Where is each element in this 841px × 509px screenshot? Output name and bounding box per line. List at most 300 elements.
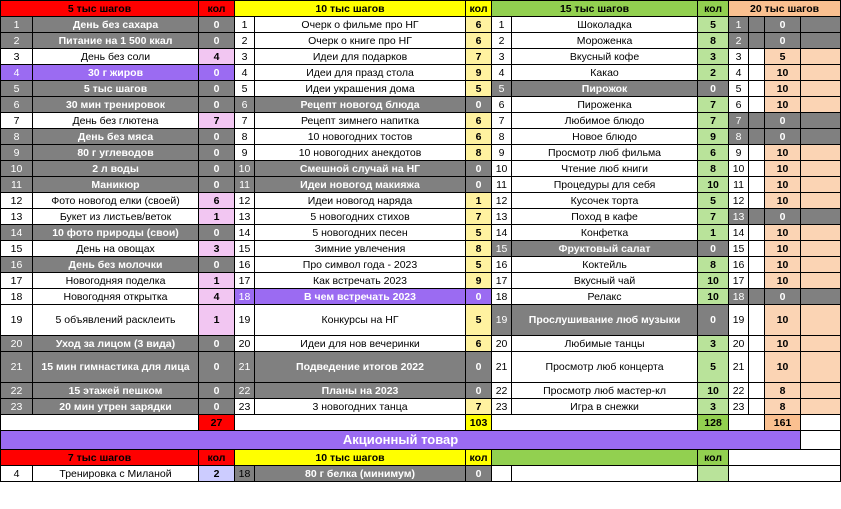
task-row xyxy=(1,33,841,49)
task-number-10k: 23 xyxy=(235,399,255,415)
task-number-15k: 12 xyxy=(492,193,512,209)
task-spacer-20k xyxy=(749,399,765,415)
task-number-5k: 21 xyxy=(1,352,33,383)
task-count-5k: 1 xyxy=(199,273,235,289)
task-row xyxy=(1,383,841,399)
totals-row xyxy=(1,415,841,431)
promo-task-15k xyxy=(512,466,698,482)
task-count-15k: 1 xyxy=(698,225,729,241)
task-number-15k: 9 xyxy=(492,145,512,161)
task-spacer-20k xyxy=(749,305,765,336)
header-15k-kol: кол xyxy=(698,1,729,17)
task-number-20k: 23 xyxy=(729,399,749,415)
task-spacer-20k xyxy=(749,81,765,97)
task-count-20k: 8 xyxy=(765,399,801,415)
task-number-5k: 18 xyxy=(1,289,33,305)
task-row xyxy=(1,161,841,177)
task-count-5k: 4 xyxy=(199,49,235,65)
task-name-15k: Просмотр люб концерта xyxy=(512,352,698,383)
task-number-20k: 14 xyxy=(729,225,749,241)
task-count-5k: 0 xyxy=(199,65,235,81)
task-row xyxy=(1,65,841,81)
promo-row xyxy=(1,466,841,482)
task-spacer-20k xyxy=(749,289,765,305)
task-pad-20k xyxy=(801,399,841,415)
task-count-10k: 0 xyxy=(466,289,492,305)
task-pad-20k xyxy=(801,193,841,209)
task-number-10k: 4 xyxy=(235,65,255,81)
task-name-15k: Любимое блюдо xyxy=(512,113,698,129)
task-pad-20k xyxy=(801,257,841,273)
promo-header-row xyxy=(1,450,841,466)
task-count-10k: 6 xyxy=(466,129,492,145)
task-name-15k: Любимые танцы xyxy=(512,336,698,352)
task-spacer-20k xyxy=(749,17,765,33)
task-number-15k: 22 xyxy=(492,383,512,399)
promo-header-10k: 10 тыс шагов xyxy=(235,450,466,466)
task-name-10k: Рецепт новогод блюда xyxy=(255,97,466,113)
task-row xyxy=(1,113,841,129)
task-row xyxy=(1,129,841,145)
task-count-20k: 10 xyxy=(765,97,801,113)
task-number-20k: 3 xyxy=(729,49,749,65)
task-number-5k: 4 xyxy=(1,65,33,81)
promo-header-15k-kol: кол xyxy=(698,450,729,466)
task-name-10k: 10 новогодних анекдотов xyxy=(255,145,466,161)
task-name-10k: Как встречать 2023 xyxy=(255,273,466,289)
task-number-20k: 8 xyxy=(729,129,749,145)
task-number-20k: 2 xyxy=(729,33,749,49)
task-pad-20k xyxy=(801,289,841,305)
task-pad-20k xyxy=(801,17,841,33)
task-spacer-20k xyxy=(749,336,765,352)
task-row xyxy=(1,225,841,241)
task-number-10k: 18 xyxy=(235,289,255,305)
task-count-5k: 1 xyxy=(199,305,235,336)
task-number-20k: 18 xyxy=(729,289,749,305)
task-name-10k: Идеи для подарков xyxy=(255,49,466,65)
task-name-10k: Смешной случай на НГ xyxy=(255,161,466,177)
task-count-10k: 5 xyxy=(466,81,492,97)
task-name-15k: Кусочек торта xyxy=(512,193,698,209)
task-row xyxy=(1,49,841,65)
task-count-10k: 7 xyxy=(466,399,492,415)
task-number-10k: 21 xyxy=(235,352,255,383)
task-number-20k: 15 xyxy=(729,241,749,257)
task-count-15k: 10 xyxy=(698,383,729,399)
header-15k: 15 тыс шагов xyxy=(492,1,698,17)
task-name-5k: 10 фото природы (свои) xyxy=(33,225,199,241)
task-number-20k: 4 xyxy=(729,65,749,81)
task-row xyxy=(1,257,841,273)
promo-header-15k xyxy=(492,450,698,466)
task-name-10k: 5 новогодних песен xyxy=(255,225,466,241)
task-count-20k: 10 xyxy=(765,305,801,336)
task-count-15k: 7 xyxy=(698,209,729,225)
task-count-20k: 10 xyxy=(765,241,801,257)
task-name-15k: Игра в снежки xyxy=(512,399,698,415)
task-name-10k: В чем встречать 2023 xyxy=(255,289,466,305)
task-count-15k: 0 xyxy=(698,81,729,97)
task-name-5k: 15 этажей пешком xyxy=(33,383,199,399)
task-row xyxy=(1,193,841,209)
task-name-15k: Коктейль xyxy=(512,257,698,273)
promo-task-10k: 80 г белка (минимум) xyxy=(255,466,466,482)
task-number-10k: 14 xyxy=(235,225,255,241)
task-spacer-20k xyxy=(749,129,765,145)
task-number-5k: 1 xyxy=(1,17,33,33)
task-number-5k: 16 xyxy=(1,257,33,273)
task-number-10k: 3 xyxy=(235,49,255,65)
task-name-10k: Очерк о фильме про НГ xyxy=(255,17,466,33)
task-count-20k: 0 xyxy=(765,17,801,33)
task-number-20k: 13 xyxy=(729,209,749,225)
task-name-10k: Идеи для празд стола xyxy=(255,65,466,81)
task-name-5k: Уход за лицом (3 вида) xyxy=(33,336,199,352)
task-name-5k: 80 г углеводов xyxy=(33,145,199,161)
task-name-5k: Маникюр xyxy=(33,177,199,193)
task-count-5k: 0 xyxy=(199,177,235,193)
task-number-10k: 22 xyxy=(235,383,255,399)
task-number-5k: 22 xyxy=(1,383,33,399)
task-spacer-20k xyxy=(749,352,765,383)
task-count-5k: 0 xyxy=(199,97,235,113)
task-number-15k: 11 xyxy=(492,177,512,193)
task-number-15k: 13 xyxy=(492,209,512,225)
task-count-15k: 0 xyxy=(698,241,729,257)
task-number-10k: 20 xyxy=(235,336,255,352)
header-10k: 10 тыс шагов xyxy=(235,1,466,17)
task-name-15k: Просмотр люб фильма xyxy=(512,145,698,161)
promo-count-15k xyxy=(698,466,729,482)
task-number-10k: 10 xyxy=(235,161,255,177)
task-count-15k: 10 xyxy=(698,273,729,289)
promo-banner: Акционный товар xyxy=(1,431,801,450)
task-count-5k: 0 xyxy=(199,225,235,241)
task-count-10k: 0 xyxy=(466,383,492,399)
task-row xyxy=(1,352,841,383)
task-pad-20k xyxy=(801,49,841,65)
task-number-5k: 14 xyxy=(1,225,33,241)
task-name-5k: День на овощах xyxy=(33,241,199,257)
task-count-5k: 0 xyxy=(199,81,235,97)
task-number-15k: 16 xyxy=(492,257,512,273)
task-name-15k: Мороженка xyxy=(512,33,698,49)
task-name-5k: День без соли xyxy=(33,49,199,65)
task-name-15k: Фруктовый салат xyxy=(512,241,698,257)
promo-num-15k xyxy=(492,466,512,482)
task-row xyxy=(1,305,841,336)
task-count-10k: 1 xyxy=(466,193,492,209)
task-number-20k: 21 xyxy=(729,352,749,383)
task-pad-20k xyxy=(801,209,841,225)
task-spacer-20k xyxy=(749,145,765,161)
task-number-10k: 5 xyxy=(235,81,255,97)
task-number-10k: 13 xyxy=(235,209,255,225)
task-number-5k: 10 xyxy=(1,161,33,177)
task-number-10k: 8 xyxy=(235,129,255,145)
task-count-10k: 5 xyxy=(466,305,492,336)
task-name-5k: Новогодняя поделка xyxy=(33,273,199,289)
task-number-15k: 6 xyxy=(492,97,512,113)
task-name-10k: Про символ года - 2023 xyxy=(255,257,466,273)
task-name-10k: Рецепт зимнего напитка xyxy=(255,113,466,129)
task-row xyxy=(1,17,841,33)
total-5k: 27 xyxy=(199,415,235,431)
task-count-15k: 8 xyxy=(698,161,729,177)
task-row xyxy=(1,273,841,289)
task-number-20k: 10 xyxy=(729,161,749,177)
task-number-5k: 3 xyxy=(1,49,33,65)
task-number-15k: 14 xyxy=(492,225,512,241)
task-number-10k: 7 xyxy=(235,113,255,129)
task-row xyxy=(1,145,841,161)
task-count-5k: 0 xyxy=(199,17,235,33)
task-row xyxy=(1,289,841,305)
task-name-10k: Планы на 2023 xyxy=(255,383,466,399)
task-row xyxy=(1,81,841,97)
task-number-20k: 20 xyxy=(729,336,749,352)
task-count-20k: 0 xyxy=(765,33,801,49)
task-number-5k: 23 xyxy=(1,399,33,415)
task-count-10k: 0 xyxy=(466,177,492,193)
task-number-15k: 23 xyxy=(492,399,512,415)
task-count-10k: 5 xyxy=(466,257,492,273)
task-count-5k: 0 xyxy=(199,336,235,352)
task-name-15k: Конфетка xyxy=(512,225,698,241)
total-15k: 128 xyxy=(698,415,729,431)
task-count-5k: 0 xyxy=(199,383,235,399)
task-name-10k: 5 новогодних стихов xyxy=(255,209,466,225)
task-count-10k: 6 xyxy=(466,17,492,33)
task-count-10k: 9 xyxy=(466,273,492,289)
task-name-5k: 5 объявлений расклеить xyxy=(33,305,199,336)
task-name-5k: 20 мин утрен зарядки xyxy=(33,399,199,415)
task-number-20k: 9 xyxy=(729,145,749,161)
task-number-5k: 12 xyxy=(1,193,33,209)
task-count-15k: 6 xyxy=(698,145,729,161)
task-number-5k: 5 xyxy=(1,81,33,97)
promo-count-10k: 0 xyxy=(466,466,492,482)
task-count-5k: 0 xyxy=(199,352,235,383)
header-row xyxy=(1,1,841,17)
task-number-20k: 5 xyxy=(729,81,749,97)
task-count-10k: 6 xyxy=(466,33,492,49)
task-number-5k: 6 xyxy=(1,97,33,113)
task-name-15k: Пирожок xyxy=(512,81,698,97)
task-number-20k: 22 xyxy=(729,383,749,399)
promo-banner-row xyxy=(1,431,841,450)
task-name-15k: Шоколадка xyxy=(512,17,698,33)
task-number-15k: 3 xyxy=(492,49,512,65)
task-number-15k: 18 xyxy=(492,289,512,305)
task-row xyxy=(1,336,841,352)
task-name-5k: 30 мин тренировок xyxy=(33,97,199,113)
task-count-10k: 5 xyxy=(466,225,492,241)
task-number-5k: 13 xyxy=(1,209,33,225)
task-number-10k: 12 xyxy=(235,193,255,209)
task-count-10k: 8 xyxy=(466,145,492,161)
task-pad-20k xyxy=(801,336,841,352)
promo-task-7k: Тренировка с Миланой xyxy=(33,466,199,482)
task-count-15k: 7 xyxy=(698,113,729,129)
task-spacer-20k xyxy=(749,257,765,273)
task-name-15k: Вкусный кофе xyxy=(512,49,698,65)
task-count-20k: 10 xyxy=(765,225,801,241)
promo-num-10k: 18 xyxy=(235,466,255,482)
task-number-15k: 20 xyxy=(492,336,512,352)
task-name-10k: 3 новогодних танца xyxy=(255,399,466,415)
task-count-20k: 5 xyxy=(765,49,801,65)
task-count-10k: 8 xyxy=(466,241,492,257)
task-number-20k: 16 xyxy=(729,257,749,273)
task-name-15k: Пироженка xyxy=(512,97,698,113)
task-number-15k: 15 xyxy=(492,241,512,257)
task-count-20k: 0 xyxy=(765,289,801,305)
task-count-15k: 3 xyxy=(698,399,729,415)
task-name-10k: Идеи украшения дома xyxy=(255,81,466,97)
task-count-15k: 10 xyxy=(698,289,729,305)
task-count-20k: 10 xyxy=(765,193,801,209)
task-pad-20k xyxy=(801,161,841,177)
task-count-15k: 10 xyxy=(698,177,729,193)
task-number-10k: 9 xyxy=(235,145,255,161)
task-spacer-20k xyxy=(749,161,765,177)
task-number-15k: 1 xyxy=(492,17,512,33)
task-count-10k: 0 xyxy=(466,97,492,113)
task-name-5k: Букет из листьев/веток xyxy=(33,209,199,225)
task-pad-20k xyxy=(801,383,841,399)
promo-header-7k: 7 тыс шагов xyxy=(1,450,199,466)
task-name-10k: Идеи новогод макияжа xyxy=(255,177,466,193)
task-count-20k: 10 xyxy=(765,352,801,383)
task-number-5k: 20 xyxy=(1,336,33,352)
task-count-20k: 10 xyxy=(765,177,801,193)
task-number-15k: 7 xyxy=(492,113,512,129)
task-name-5k: Фото новогод елки (своей) xyxy=(33,193,199,209)
task-pad-20k xyxy=(801,273,841,289)
task-count-15k: 0 xyxy=(698,305,729,336)
task-spacer-20k xyxy=(749,49,765,65)
task-pad-20k xyxy=(801,241,841,257)
task-count-5k: 0 xyxy=(199,145,235,161)
task-row xyxy=(1,241,841,257)
task-row xyxy=(1,177,841,193)
task-number-5k: 2 xyxy=(1,33,33,49)
header-20k: 20 тыс шагов xyxy=(729,1,841,17)
task-spacer-20k xyxy=(749,241,765,257)
task-count-5k: 0 xyxy=(199,257,235,273)
task-number-20k: 19 xyxy=(729,305,749,336)
task-spacer-20k xyxy=(749,113,765,129)
task-name-10k: Подведение итогов 2022 xyxy=(255,352,466,383)
task-number-5k: 15 xyxy=(1,241,33,257)
promo-count-7k: 2 xyxy=(199,466,235,482)
task-pad-20k xyxy=(801,81,841,97)
task-pad-20k xyxy=(801,97,841,113)
task-name-10k: Идеи для нов вечеринки xyxy=(255,336,466,352)
task-count-15k: 7 xyxy=(698,97,729,113)
task-number-15k: 19 xyxy=(492,305,512,336)
task-count-15k: 5 xyxy=(698,352,729,383)
task-name-15k: Новое блюдо xyxy=(512,129,698,145)
task-spacer-20k xyxy=(749,65,765,81)
task-count-20k: 8 xyxy=(765,383,801,399)
promo-header-10k-kol: кол xyxy=(466,450,492,466)
task-number-15k: 17 xyxy=(492,273,512,289)
task-count-5k: 3 xyxy=(199,241,235,257)
task-name-10k: 10 новогодних тостов xyxy=(255,129,466,145)
task-pad-20k xyxy=(801,352,841,383)
task-number-10k: 1 xyxy=(235,17,255,33)
task-pad-20k xyxy=(801,145,841,161)
task-name-10k: Зимние увлечения xyxy=(255,241,466,257)
task-number-10k: 15 xyxy=(235,241,255,257)
task-count-10k: 6 xyxy=(466,336,492,352)
task-count-20k: 0 xyxy=(765,113,801,129)
task-count-10k: 6 xyxy=(466,113,492,129)
task-number-20k: 1 xyxy=(729,17,749,33)
task-count-20k: 10 xyxy=(765,273,801,289)
task-spacer-20k xyxy=(749,209,765,225)
task-pad-20k xyxy=(801,33,841,49)
task-name-10k: Идеи новогод наряда xyxy=(255,193,466,209)
task-count-20k: 0 xyxy=(765,209,801,225)
task-name-15k: Релакс xyxy=(512,289,698,305)
promo-num-7k: 4 xyxy=(1,466,33,482)
task-count-15k: 5 xyxy=(698,193,729,209)
task-count-20k: 10 xyxy=(765,145,801,161)
task-name-15k: Просмотр люб мастер-кл xyxy=(512,383,698,399)
task-number-20k: 7 xyxy=(729,113,749,129)
task-count-10k: 9 xyxy=(466,65,492,81)
task-number-5k: 11 xyxy=(1,177,33,193)
task-spacer-20k xyxy=(749,383,765,399)
task-count-5k: 0 xyxy=(199,399,235,415)
task-count-10k: 0 xyxy=(466,161,492,177)
task-number-5k: 17 xyxy=(1,273,33,289)
task-spacer-20k xyxy=(749,177,765,193)
promo-header-7k-kol: кол xyxy=(199,450,235,466)
task-number-15k: 8 xyxy=(492,129,512,145)
task-number-10k: 19 xyxy=(235,305,255,336)
task-number-5k: 7 xyxy=(1,113,33,129)
task-count-20k: 0 xyxy=(765,129,801,145)
task-number-15k: 10 xyxy=(492,161,512,177)
task-count-5k: 7 xyxy=(199,113,235,129)
task-pad-20k xyxy=(801,129,841,145)
task-spacer-20k xyxy=(749,33,765,49)
task-count-15k: 3 xyxy=(698,49,729,65)
task-count-20k: 10 xyxy=(765,257,801,273)
task-count-15k: 5 xyxy=(698,17,729,33)
total-10k: 103 xyxy=(466,415,492,431)
task-number-5k: 8 xyxy=(1,129,33,145)
task-count-20k: 10 xyxy=(765,161,801,177)
total-20k: 161 xyxy=(765,415,801,431)
task-rows xyxy=(1,17,841,415)
task-count-10k: 7 xyxy=(466,49,492,65)
task-count-20k: 10 xyxy=(765,81,801,97)
header-5k: 5 тыс шагов xyxy=(1,1,199,17)
task-name-5k: 30 г жиров xyxy=(33,65,199,81)
task-name-5k: Новогодняя открытка xyxy=(33,289,199,305)
task-pad-20k xyxy=(801,177,841,193)
task-count-15k: 2 xyxy=(698,65,729,81)
task-name-5k: День без молочки xyxy=(33,257,199,273)
task-count-5k: 0 xyxy=(199,161,235,177)
task-pad-20k xyxy=(801,225,841,241)
